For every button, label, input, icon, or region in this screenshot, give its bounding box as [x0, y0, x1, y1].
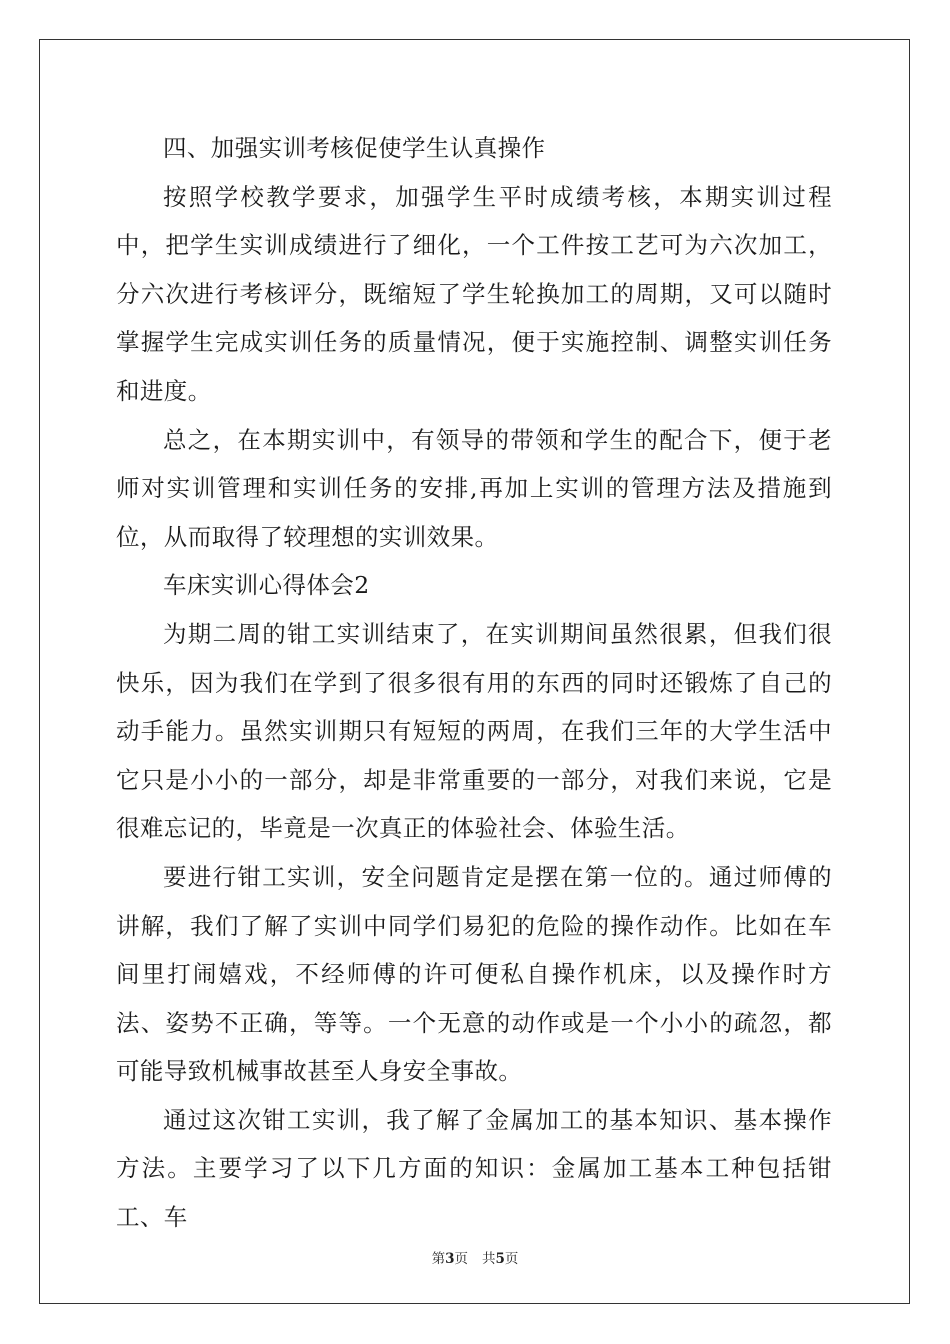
paragraph-conclusion: 总之，在本期实训中，有领导的带领和学生的配合下，便于老师对实训管理和实训任务的安排,再加上实训的管理方法及措施到位，从而取得了较理想的实训效果。	[116, 425, 832, 551]
paragraph-intro: 为期二周的钳工实训结束了，在实训期间虽然很累，但我们很快乐，因为我们在学到了很多很有用的东西的同时还锻炼了自己的动手能力。虽然实训期只有短短的两周，在我们三年的大学生活中它只是小小的一部分，却是非常重要的一部分，对我们来说，它是很难忘记的，毕竟是一次真正的体验社会、体验生活。	[116, 619, 832, 843]
paragraph-safety: 要进行钳工实训，安全问题肯定是摆在第一位的。通过师傅的讲解，我们了解了实训中同学们易犯的危险的操作动作。比如在车间里打闹嬉戏，不经师傅的许可便私自操作机床，以及操作时方法、姿势不正确，等等。一个无意的动作或是一个小小的疏忽，都可能导致机械事故甚至人身安全事故。	[116, 862, 832, 1086]
paragraph-knowledge: 通过这次钳工实训，我了解了金属加工的基本知识、基本操作方法。主要学习了以下几方面的知识：金属加工基本工种包括钳工、车	[116, 1105, 832, 1232]
page-total: 共5页	[482, 1251, 519, 1267]
page-footer	[0, 1247, 950, 1267]
document-body	[116, 124, 832, 1242]
paragraph-assessment: 按照学校教学要求，加强学生平时成绩考核，本期实训过程中，把学生实训成绩进行了细化，一个工件按工艺可为六次加工，分六次进行考核评分，既缩短了学生轮换加工的周期，又可以随时掌握学生完成实训任务的质量情况，便于实施控制、调整实训任务和进度。	[116, 182, 832, 405]
page-number: 第3页	[431, 1251, 468, 1267]
section-heading-4: 四、加强实训考核促使学生认真操作	[163, 134, 546, 162]
article-title-2: 车床实训心得体会2	[163, 571, 370, 600]
